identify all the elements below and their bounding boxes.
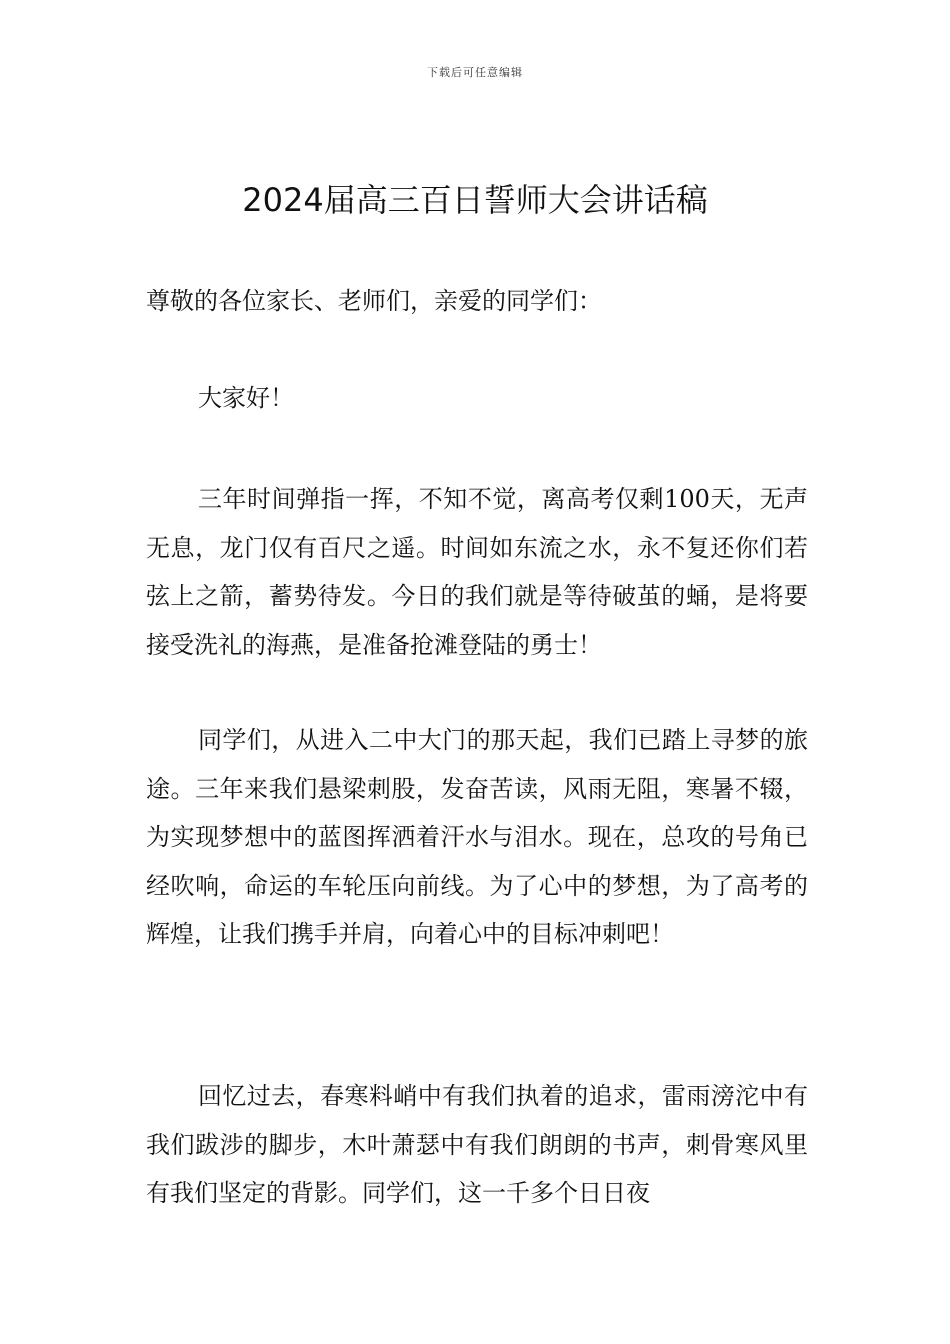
document-title: 2024届高三百日誓师大会讲话稿 xyxy=(242,181,708,219)
greeting: 大家好！ xyxy=(198,384,294,412)
salutation: 尊敬的各位家长、老师们，亲爱的同学们： xyxy=(146,287,602,315)
header-note: 下载后可任意编辑 xyxy=(427,66,523,79)
paragraph-2: 同学们，从进入二中大门的那天起，我们已踏上寻梦的旅途。三年来我们悬梁刺股，发奋苦读，风雨无阻，寒暑不辍，为实现梦想中的蓝图挥洒着汗水与泪水。现在，总攻的号角已经吹响，命运的车轮压向前线。为了心中的梦想，为了高考的辉煌，让我们携手并肩，向着心中的目标冲刺吧！ xyxy=(146,726,808,948)
paragraph-1: 三年时间弹指一挥，不知不觉，离高考仅剩100天，无声无息，龙门仅有百尺之遥。时间如东流之水，永不复还你们若弦上之箭，蓄势待发。今日的我们就是等待破茧的蛹，是将要接受洗礼的海燕，是准备抢滩登陆的勇士！ xyxy=(146,485,808,659)
paragraph-3: 回忆过去，春寒料峭中有我们执着的追求，雷雨滂沱中有我们跋涉的脚步，木叶萧瑟中有我们朗朗的书声，刺骨寒风里有我们坚定的背影。同学们，这一千多个日日夜 xyxy=(146,1082,808,1207)
